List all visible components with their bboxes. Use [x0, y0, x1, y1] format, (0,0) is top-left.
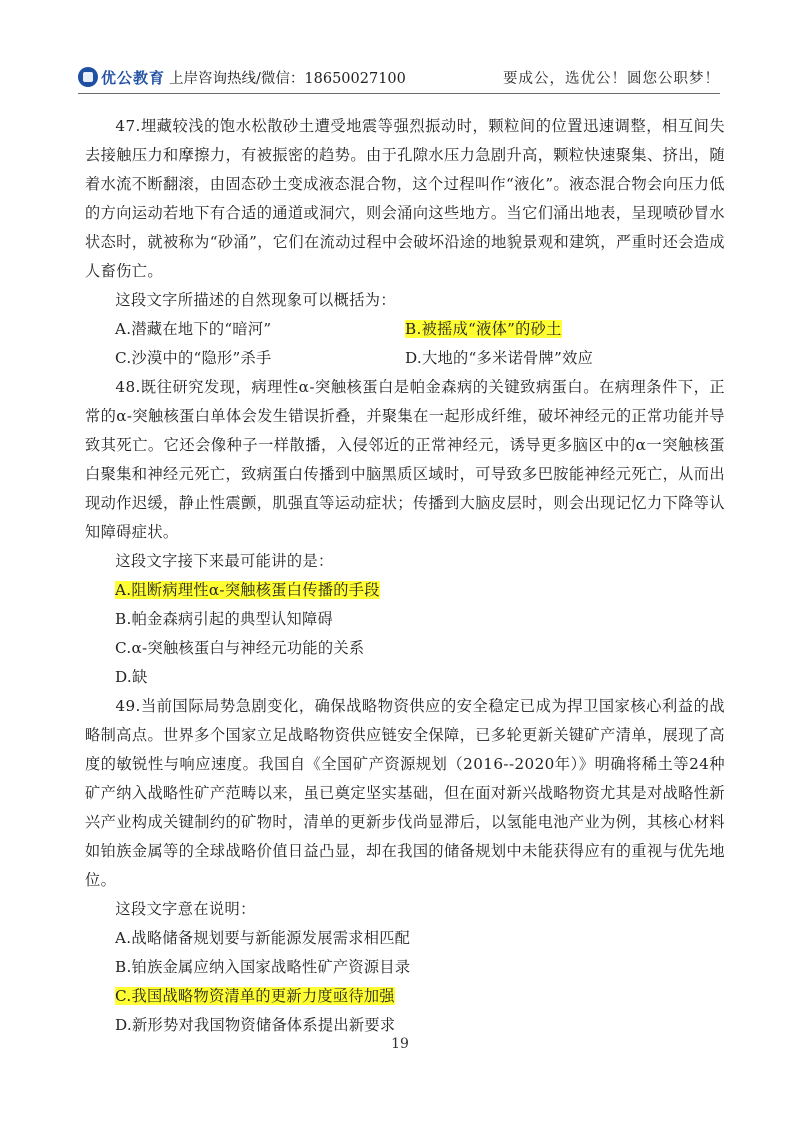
- question-47-passage: 47.埋藏较浅的饱水松散砂土遭受地震等强烈振动时，颗粒间的位置迅速调整，相互间失去接触压力和摩擦力，有被振密的趋势。由于孔隙水压力急剧升高，颗粒快速聚集、挤出，随着水流不断翻滚，由固态砂土变成液态混合物，这个过程叫作“液化”。液态混合物会向压力低的方向运动若地下有合适的通道或洞穴，则会涌向这些地方。当它们涌出地表，呈现喷砂冒水状态时，就被称为“砂涌”，它们在流动过程中会破坏沿途的地貌景观和建筑，严重时还会造成人畜伤亡。: [85, 117, 725, 280]
- logo-icon: [78, 67, 98, 87]
- question-47-option-c: C.沙漠中的“隐形”杀手: [115, 349, 272, 367]
- question-48-option-b: B.帕金森病引起的典型认知障碍: [115, 610, 333, 628]
- logo-text: 优公教育: [101, 68, 166, 87]
- question-47-options-row-1: [85, 315, 725, 344]
- header-divider: [78, 93, 720, 94]
- question-49-option-d: D.新形势对我国物资储备体系提出新要求: [115, 1016, 396, 1034]
- question-48-option-a: A.阻断病理性α-突触核蛋白传播的手段: [115, 581, 380, 599]
- page-number: 19: [391, 1036, 409, 1052]
- slogan-text: 要成公，选优公！圆您公职梦！: [503, 70, 720, 87]
- question-47-stem: 这段文字所描述的自然现象可以概括为：: [115, 291, 396, 309]
- question-47-option-a: A.潜藏在地下的“暗河”: [115, 320, 272, 338]
- question-49-option-a: A.战略储备规划要与新能源发展需求相匹配: [115, 929, 411, 947]
- question-49: [85, 692, 725, 1040]
- question-48: [85, 373, 725, 692]
- question-48-passage: 48.既往研究发现，病理性α-突触核蛋白是帕金森病的关键致病蛋白。在病理条件下，正常的α-突触核蛋白单体会发生错误折叠，并聚集在一起形成纤维，破坏神经元的正常功能并导致其死亡。它还会像种子一样散播，入侵邻近的正常神经元，诱导更多脑区中的α一突触核蛋白聚集和神经元死亡，致病蛋白传播到中脑黑质区域时，可导致多巴胺能神经元死亡，从而出现动作迟缓，静止性震颤，肌强直等运动症状；传播到大脑皮层时，则会出现记忆力下降等认知障碍症状。: [85, 378, 725, 541]
- question-47-option-d: D.大地的“多米诺骨牌”效应: [405, 349, 594, 367]
- document-body: [85, 112, 725, 1040]
- question-49-stem: 这段文字意在说明：: [115, 900, 256, 918]
- question-49-passage: 49.当前国际局势急剧变化，确保战略物资供应的安全稳定已成为捍卫国家核心利益的战略制高点。世界多个国家立足战略物资供应链安全保障，已多轮更新关键矿产清单，展现了高度的敏锐性与响应速度。我国自《全国矿产资源规划（2016--2020年）》明确将稀土等24种矿产纳入战略性矿产范畴以来，虽已奠定坚实基础，但在面对新兴战略物资尤其是对战略性新兴产业构成关键制约的矿物时，清单的更新步伐尚显滞后，以氢能电池产业为例，其核心材料如铂族金属等的全球战略价值日益凸显，却在我国的储备规划中未能获得应有的重视与优先地位。: [85, 697, 725, 889]
- question-48-stem: 这段文字接下来最可能讲的是：: [115, 552, 334, 570]
- question-47: [85, 112, 725, 373]
- question-47-options-row-2: [85, 344, 725, 373]
- question-49-option-c: C.我国战略物资清单的更新力度亟待加强: [115, 987, 395, 1005]
- brand-logo: [78, 67, 165, 88]
- question-49-option-b: B.铂族金属应纳入国家战略性矿产资源目录: [115, 958, 411, 976]
- page-header: [78, 64, 720, 90]
- question-47-option-b: B.被摇成“液体”的砂土: [405, 320, 562, 338]
- question-48-option-c: C.α-突触核蛋白与神经元功能的关系: [115, 639, 365, 657]
- question-48-option-d: D.缺: [115, 668, 148, 686]
- hotline-text: 上岸咨询热线/微信：18650027100: [169, 70, 406, 87]
